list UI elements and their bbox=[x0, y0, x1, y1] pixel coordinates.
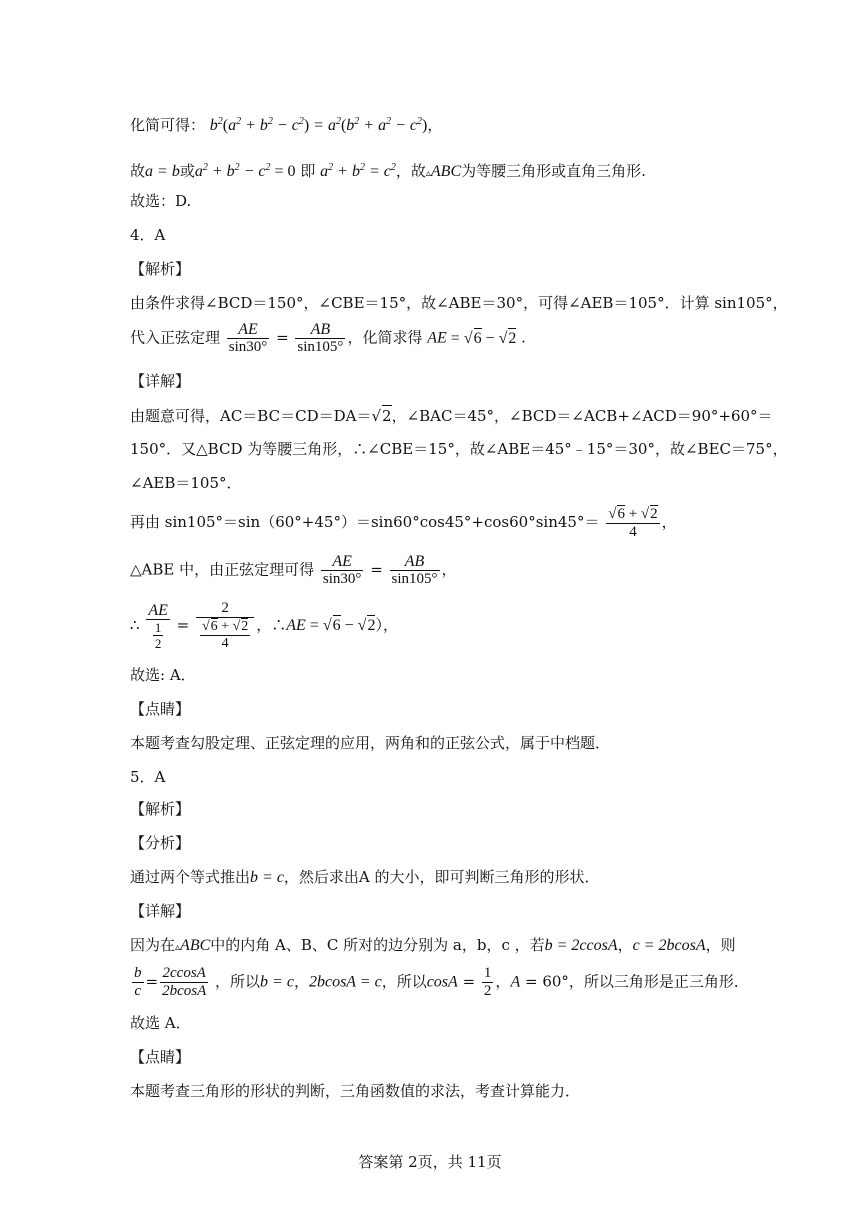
question-number: 5．A bbox=[130, 768, 166, 786]
fraction: $\frac{√6 + √2}{4}$ bbox=[608, 506, 658, 540]
text: ，化简求得 bbox=[347, 328, 423, 347]
text: 或 bbox=[179, 162, 195, 180]
fraction: $\frac{AE}{\sin 30^\circ}$ bbox=[322, 553, 362, 587]
text: ，然后求出A 的大小，即可判断三角形的形状． bbox=[283, 868, 600, 886]
text: ，则 bbox=[705, 936, 736, 954]
text: △ABE 中，由正弦定理可得 bbox=[130, 560, 315, 579]
text: ，∠BAC＝45°，∠BCD＝∠ACB+∠ACD＝90°+60°＝ bbox=[391, 407, 773, 425]
equation: AE = √6 − √2 bbox=[286, 617, 376, 634]
equation: a = b bbox=[145, 163, 180, 180]
section-heading: 【点睛】 bbox=[130, 1048, 191, 1066]
equation: AE = √6 − √2 bbox=[427, 329, 517, 347]
text: 因为在 bbox=[130, 936, 176, 954]
text: ，所以三角形是正三角形． bbox=[568, 972, 749, 991]
equation: $a^2 + b^2 - c^2 = 0$ bbox=[194, 162, 296, 180]
paragraph: ∠AEB＝105°． bbox=[130, 474, 242, 492]
fraction: $\frac{AB}{\sin 105^\circ}$ bbox=[391, 553, 438, 587]
equation: $a^2 + b^2 = c^2$ bbox=[320, 162, 396, 180]
text: 代入正弦定理 bbox=[130, 328, 221, 347]
answer-line: 故选: A． bbox=[130, 666, 196, 684]
line-sin105: 再由 sin105°＝sin（60°+45°）＝sin60°cos45°+cos60°sin45°＝ $\frac{√6 + √2}{4}$ ， bbox=[130, 506, 677, 540]
line-conclusion: 故a = b或$a^2 + b^2 - c^2 = 0$ 即 $a^2 + b^2 = c^2$，故▵ABC为等腰三角形或直角三角形. bbox=[130, 162, 646, 180]
fraction: $\frac{b}{c}$ bbox=[134, 965, 142, 999]
text: ，所以 bbox=[381, 972, 427, 991]
section-heading: 【点睛】 bbox=[130, 700, 191, 718]
line-triangle-abe: △ABE 中，由正弦定理可得 $\frac{AE}{\sin 30^\circ}$ = $\frac{AB}{\sin 105^\circ}$ ， bbox=[130, 553, 457, 587]
paragraph: 因为在▵ABC中的内角 A、B、C 所对的边分别为 a，b，c ，若b = 2ccosA，c = 2bcosA，则 bbox=[130, 936, 736, 954]
text: 中的内角 A、B、C 所对的边分别为 a，b，c ，若 bbox=[210, 936, 545, 954]
line-sine-rule: 代入正弦定理 $\frac{AE}{\sin 30^\circ}$ = $\frac{AB}{\sin 105^\circ}$ ，化简求得 AE = √6 − √2 . bbox=[130, 321, 526, 355]
text: ，故 bbox=[395, 162, 426, 180]
fraction: $\frac{AB}{\sin 105^\circ}$ bbox=[297, 321, 344, 355]
line-solve-ae: ∴ $\frac{AE}{\frac{1}{2}}$ = $\frac{2}{\frac{√6 + √2}{4}}$ ，∴AE = √6 − √2）， bbox=[130, 600, 398, 651]
paragraph: 150°．又△BCD 为等腰三角形，∴∠CBE＝15°，故∠ABE＝45°﹣15°＝30°，故∠BEC＝75°， bbox=[130, 440, 788, 458]
text: 即 bbox=[300, 162, 316, 180]
text: 故 bbox=[130, 162, 146, 180]
paragraph bbox=[130, 867, 600, 888]
text: 通过两个等式推出 bbox=[130, 868, 251, 886]
text: ，∴ bbox=[256, 616, 287, 634]
paragraph: 由题意可得，AC＝BC＝CD＝DA＝√2，∠BAC＝45°，∠BCD＝∠ACB+∠ACD＝90°+60°＝ bbox=[130, 407, 773, 425]
section-heading: 【解析】 bbox=[130, 260, 191, 278]
fraction: $\frac{2ccosA}{2bcosA}$ bbox=[162, 965, 207, 999]
text: 化简可得： bbox=[130, 116, 206, 134]
section-heading: 【解析】 bbox=[130, 800, 191, 818]
answer-line: 故选：D. bbox=[130, 192, 192, 210]
fraction: $\frac{AE}{\frac{1}{2}}$ bbox=[148, 601, 168, 651]
question-number: 4．A bbox=[130, 226, 166, 244]
text: ∴ bbox=[130, 616, 140, 634]
equation: c = 2bcosA bbox=[632, 937, 706, 954]
equation: $b^2(a^2 + b^2 - c^2) = a^2(b^2 + a^2 - c^2)$ bbox=[209, 116, 428, 134]
line-simplify: 化简可得： $b^2(a^2 + b^2 - c^2) = a^2(b^2 + a^2 - c^2)$， bbox=[130, 116, 443, 134]
section-heading: 【详解】 bbox=[130, 372, 191, 390]
section-heading: 【详解】 bbox=[130, 902, 191, 920]
answer-line: 故选 A． bbox=[130, 1014, 191, 1032]
text: 为等腰三角形或直角三角形. bbox=[461, 162, 646, 180]
paragraph: 本题考查勾股定理、正弦定理的应用，两角和的正弦公式，属于中档题． bbox=[130, 734, 611, 752]
section-heading: 【分析】 bbox=[130, 834, 191, 852]
text: 由题意可得，AC＝BC＝CD＝DA＝ bbox=[130, 407, 372, 425]
triangle-name: ABC bbox=[430, 163, 462, 180]
text: ）， bbox=[375, 616, 398, 634]
text: ，所以 bbox=[215, 972, 261, 991]
equation: b = c bbox=[250, 869, 284, 886]
paragraph: 本题考查三角形的形状的判断，三角函数值的求法，考查计算能力． bbox=[130, 1082, 581, 1100]
page-footer: 答案第 2页，共 11页 bbox=[358, 1153, 502, 1171]
fraction: $\frac{1}{2}$ bbox=[483, 965, 492, 999]
equation: b = 2ccosA bbox=[544, 937, 618, 954]
text: 再由 sin105°＝sin（60°+45°）＝sin60°cos45°+cos60°sin45°＝ bbox=[130, 513, 600, 531]
fraction: $\frac{AE}{\sin 30^\circ}$ bbox=[228, 321, 268, 355]
paragraph: 由条件求得∠BCD＝150°，∠CBE＝15°，故∠ABE＝30°，可得∠AEB＝105°．计算 sin105°， bbox=[130, 294, 788, 312]
paragraph: $\frac{b}{c}$ = $\frac{2ccosA}{2bcosA}$ ，所以b = c，2bcosA = c，所以cosA = $\frac{1}{2}$ ，A = 60°，所以三角形是正三角形． bbox=[134, 965, 749, 999]
fraction: $\frac{2}{\frac{√6 + √2}{4}}$ bbox=[196, 600, 254, 652]
